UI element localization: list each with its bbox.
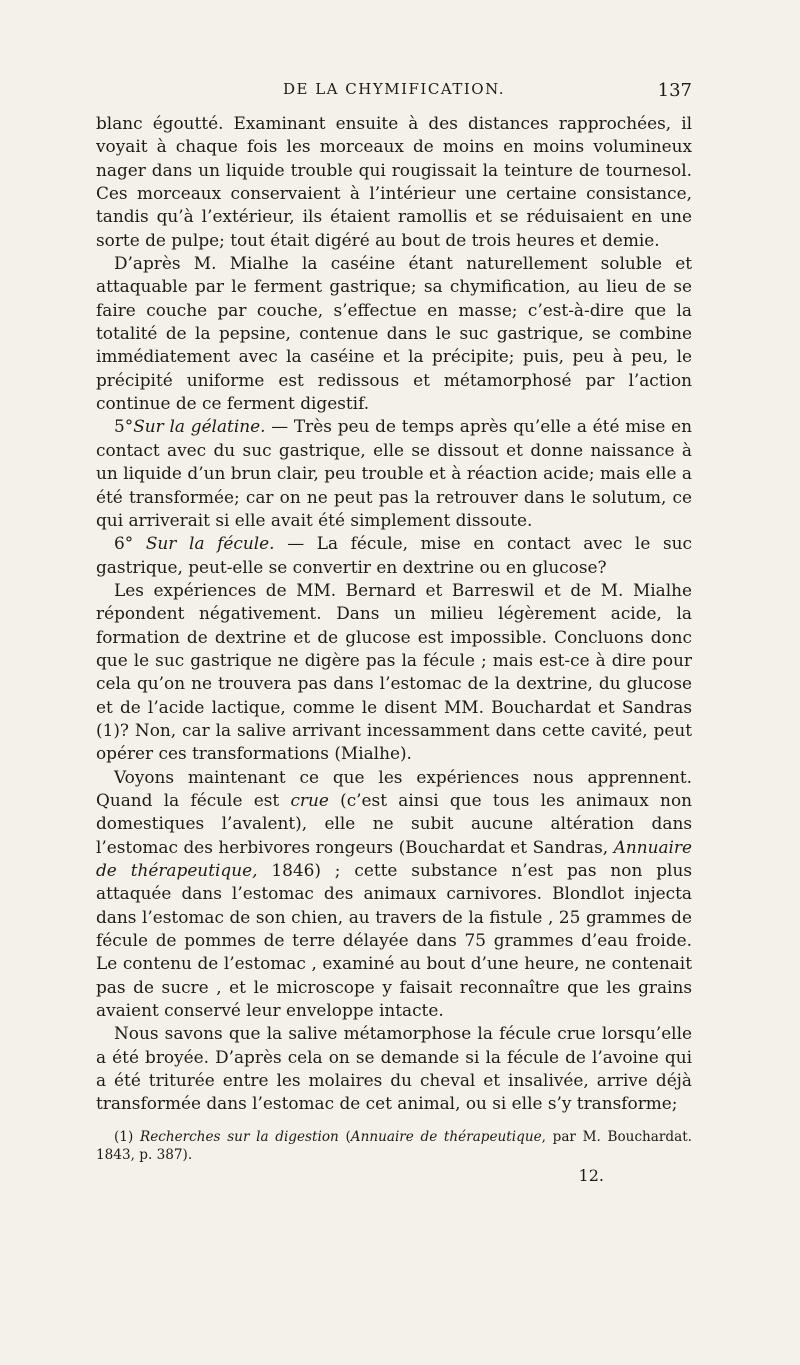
paragraph-gelatine: [96, 415, 692, 532]
paragraph-text: — Très peu de temps après qu’elle a été mise en contact avec du suc gastrique, elle se dissout et donne naissance à un liquide d’un brun clair, peu trouble et à réaction acide; mais elle a été transformée; car on ne peut pas la retrouver dans le solutum, ce qui arriverait si elle avait été simplement dissoute.: [96, 416, 692, 530]
paragraph-salive: Nous savons que la salive métamorphose la fécule crue lorsqu’elle a été broyée. D’après cela on se demande si la fécule de l’avoine qui a été triturée entre les molaires du cheval et insalivée, arrive déjà transformée dans l’estomac de cet animal, ou si elle s’y transforme;: [96, 1023, 692, 1114]
paragraph-caseine: D’après M. Mialhe la caséine étant naturellement soluble et attaquable par le ferment gastrique; sa chymification, au lieu de se faire couche par couche, s’effectue en masse; c’est-à-dire que la totalité de la pepsine, contenue dans le suc gastrique, se combine immédiatement avec la caséine et la précipite; puis, peu à peu, le précipité uniforme est redissous et métamorphosé par l’action continue de ce ferment digestif.: [96, 253, 692, 414]
section-heading: Sur la gélatine.: [133, 416, 266, 437]
text-run: (c’est ainsi que tous les animaux non domestiques l’avalent), elle ne subit aucune altération dans l’estomac des herbivores rongeurs (Bouchardat et Sandras,: [96, 789, 692, 857]
paragraph-fecule: [96, 532, 692, 579]
footnote-paren: (: [345, 1128, 351, 1145]
section-number: 5°: [114, 416, 134, 437]
section-number: 6°: [114, 533, 134, 554]
text-run: 1846) ; cette substance n’est pas non plus attaquée dans l’estomac des animaux carnivores. Blondlot injecta dans l’estomac de son chien, au travers de la fistule , 25 grammes de fécule de pommes de terre délayée dans 75 grammes d’eau froide. Le contenu de l’estomac , examiné au bout d’une heure, ne contenait pas de sucre , et le microscope y faisait reconnaître que les grains avaient conservé leur enveloppe intacte.: [96, 860, 692, 1021]
signature-mark: 12.: [578, 1165, 604, 1185]
running-title: DE LA CHYMIFICATION.: [282, 80, 506, 98]
running-header: [96, 80, 692, 108]
emphasis: Annuaire de thérapeutique,: [96, 836, 692, 880]
paragraph-continuation: blanc égoutté. Examinant ensuite à des distances rapprochées, il voyait à chaque fois les morceaux de moins en moins volumineux nager dans un liquide trouble qui rougissait la teinture de tournesol. Ces morceaux conservaient à l’intérieur une certaine consistance, tandis qu’à l’extérieur, ils étaient ramollis et se réduisaient en une sorte de pulpe; tout était digéré au bout de trois heures et demie.: [96, 113, 692, 250]
footnote-title: Recherches sur la digestion: [139, 1128, 339, 1145]
page-number: 137: [657, 80, 692, 101]
footnote-journal: Annuaire de thérapeutique: [350, 1128, 542, 1145]
footnote-mark: (1): [114, 1128, 134, 1145]
text-run: Voyons maintenant ce que les expériences nous apprennent. Quand la fécule est: [96, 766, 692, 810]
section-heading: Sur la fécule.: [145, 533, 275, 554]
paragraph-text: — La fécule, mise en contact avec le suc gastrique, peut-elle se convertir en dextrine ou en glucose?: [96, 533, 692, 577]
footnote: [96, 1128, 692, 1164]
paragraph-experiences: Les expériences de MM. Bernard et Barreswil et de M. Mialhe répondent négativement. Dans un milieu légèrement acide, la formation de dextrine et de glucose est impossible. Concluons donc que le suc gastrique ne digère pas la fécule ; mais est-ce à dire pour cela qu’on ne trouvera pas dans l’estomac de la dextrine, du glucose et de l’acide lactique, comme le disent MM. Bouchardat et Sandras (1)? Non, car la salive arrivant incessamment dans cette cavité, peut opérer ces transformations (Mialhe).: [96, 579, 692, 764]
paragraph-fecule-crue: [96, 766, 692, 1023]
footnote-rest: , par M. Bouchardat. 1843, p. 387).: [96, 1128, 693, 1163]
emphasis: crue: [290, 789, 329, 810]
book-page: [96, 80, 692, 1185]
body-text: [96, 112, 692, 1116]
